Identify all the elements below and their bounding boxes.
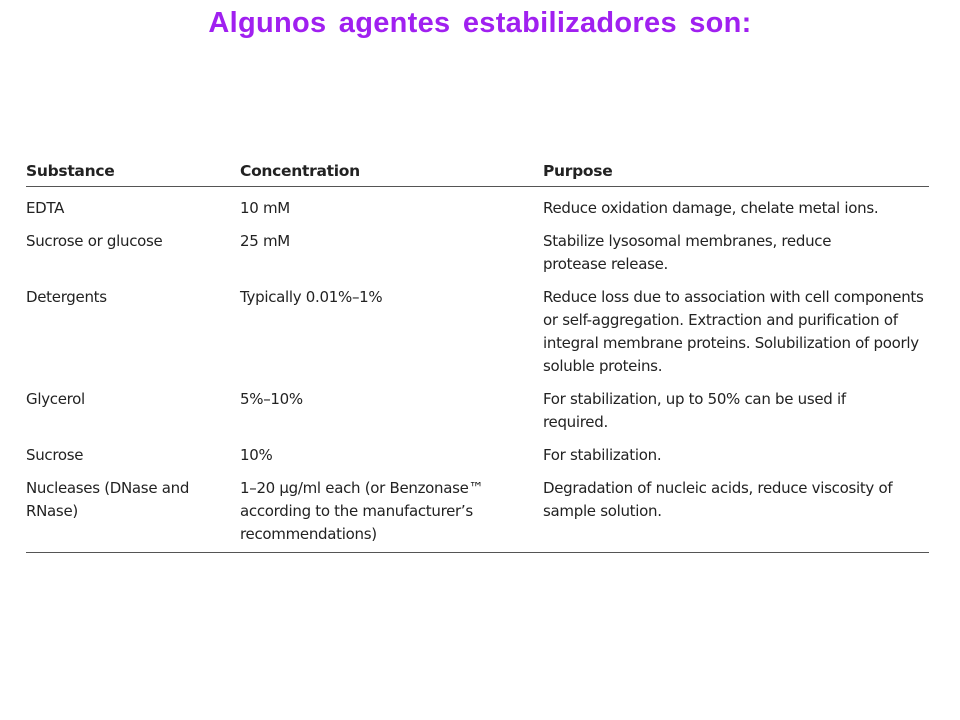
cell-concentration: 25 mM [240,232,290,250]
cell-substance: Nucleases (DNase and RNase) [26,468,240,553]
cell-purpose: Stabilize lysosomal membranes, reduce protease release. [543,232,832,273]
table-row [26,277,929,379]
header-substance: Substance [26,160,240,187]
slide-title: Algunos agentes estabilizadores son: [208,7,752,39]
table-row [26,468,929,553]
cell-concentration: 10 mM [240,199,290,217]
table-row [26,435,929,468]
cell-concentration: 5%–10% [240,390,303,408]
cell-substance: Sucrose or glucose [26,232,163,250]
header-purpose: Purpose [543,160,929,187]
table-header-row [26,160,929,187]
cell-substance: Glycerol [26,390,85,408]
cell-purpose: Reduce oxidation damage, chelate metal ions. [543,199,879,217]
cell-concentration: 10% [240,446,273,464]
stabilizing-agents-table-container [26,160,929,553]
cell-substance: EDTA [26,199,65,217]
table-row [26,221,929,277]
cell-concentration: Typically 0.01%–1% [240,288,383,306]
stabilizing-agents-table [26,160,929,553]
header-concentration: Concentration [240,160,543,187]
cell-concentration: 1–20 µg/ml each (or Benzonase™ according to the manufacturer’s recommendations) [240,468,543,553]
table-row [26,187,929,222]
cell-substance: Sucrose [26,446,84,464]
cell-purpose: For stabilization. [543,446,662,464]
cell-purpose: Degradation of nucleic acids, reduce viscosity of sample solution. [543,468,929,553]
cell-substance: Detergents [26,288,107,306]
cell-purpose: For stabilization, up to 50% can be used if required. [543,390,846,431]
table-row [26,379,929,435]
cell-purpose: Reduce loss due to association with cell components or self-aggregation. Extraction and purification of integral membrane proteins. Solubilization of poorly soluble proteins. [543,288,924,375]
